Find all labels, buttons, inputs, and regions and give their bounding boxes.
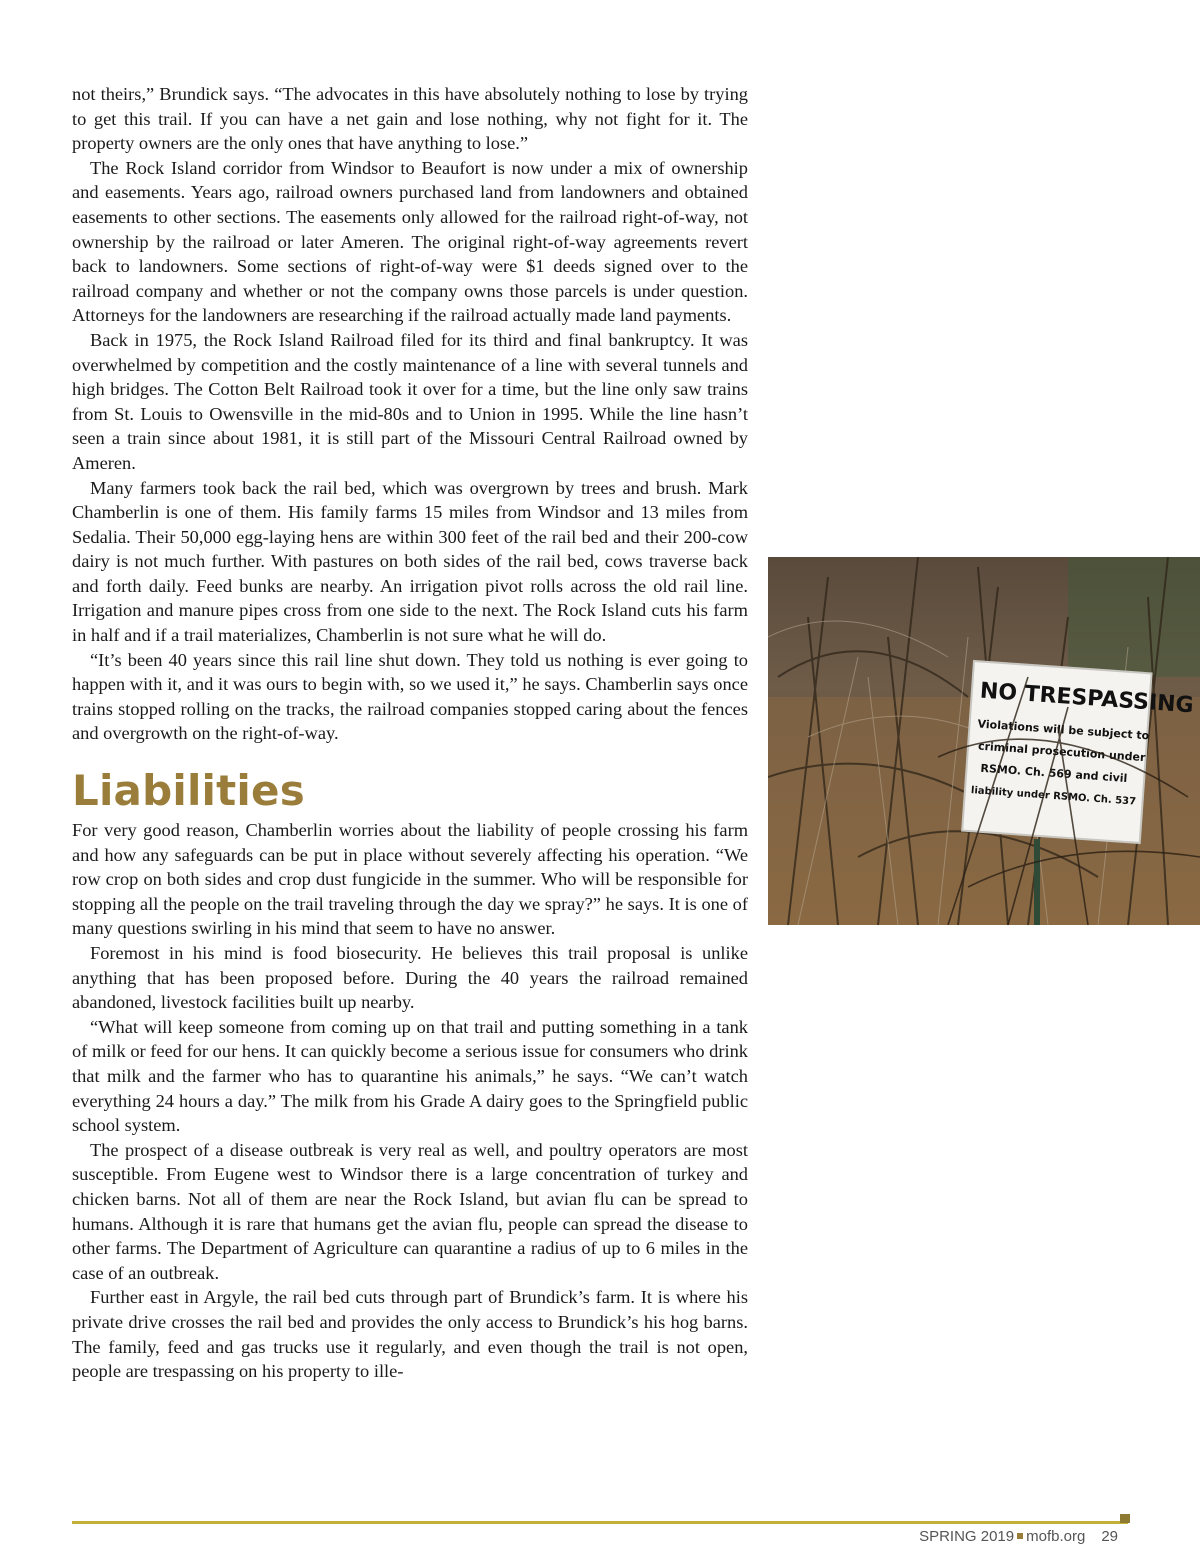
page-number: 29	[1101, 1528, 1118, 1545]
article-column	[72, 82, 748, 1384]
paragraph-6: For very good reason, Chamberlin worries about the liability of people crossing his farm and how any safeguards can be put in place without severely affecting his operation. “We row crop on both sides and crop dust fungicide in the summer. Who will be responsible for stopping all the people on the trail traveling through the day we spray?” he says. It is one of many questions swirling in his mind that seem to have no answer.	[72, 820, 748, 939]
sign-line-2: criminal prosecution under	[977, 739, 1146, 765]
footer-site: mofb.org	[1026, 1528, 1086, 1545]
sign-title: NO TRESPASSING	[979, 678, 1195, 719]
paragraph-10: Further east in Argyle, the rail bed cuts through part of Brundick’s farm. It is where his private drive crosses the rail bed and provides the only access to Brundick’s his hog barns. The family, feed and gas trucks use it regularly, and even though the trail is not open, people are trespassing on his property to ille-	[72, 1287, 748, 1382]
sign-line-3: RSMO. Ch. 569 and civil	[980, 761, 1128, 785]
paragraph-9: The prospect of a disease outbreak is very real as well, and poultry operators are most susceptible. From Eugene west to Windsor there is a large concentration of turkey and chicken barns. Not all of them are near the Rock Island, but avian flu can be spread to humans. Although it is rare that humans get the avian flu, people can spread the disease to other farms. The Department of Agriculture can quarantine a radius of up to 6 miles in the case of an outbreak.	[72, 1139, 748, 1283]
footer-rule	[72, 1521, 1128, 1524]
footer-issue: SPRING 2019	[919, 1528, 1015, 1545]
paragraph-8: “What will keep someone from coming up on that trail and putting something in a tank of milk or feed for our hens. It can quickly become a serious issue for consumers who drink that milk and the farmer who has to quarantine his animals,” he says. “We can’t watch everything 24 hours a day.” The milk from his Grade A dairy goes to the Springfield public school system.	[72, 1016, 748, 1136]
paragraph-5: “It’s been 40 years since this rail line shut down. They told us nothing is ever going to happen with it, and it was ours to begin with, so we used it,” he says. Chamberlin says once trains stopped rolling on the tracks, the railroad companies stopped caring about the fences and overgrowth on the right-of-way.	[72, 649, 748, 744]
square-bullet-icon	[1017, 1533, 1023, 1539]
page-footer	[919, 1528, 1118, 1545]
paragraph-7: Foremost in his mind is food biosecurity. He believes this trail proposal is unlike anything that has been proposed before. During the 40 years the railroad remained abandoned, livestock facilities built up nearby.	[72, 943, 748, 1013]
sign-line-1: Violations will be subject to	[977, 717, 1150, 743]
paragraph-4: Many farmers took back the rail bed, which was overgrown by trees and brush. Mark Chamberlin is one of them. His family farms 15 miles from Windsor and 13 miles from Sedalia. Their 50,000 egg-laying hens are within 300 feet of the rail bed and their 200-cow dairy is not much further. With pastures on both sides of the rail bed, cows traverse back and forth daily. Feed bunks are nearby. An irrigation pivot rolls across the old rail line. Irrigation and manure pipes cross from one side to the next. The Rock Island cuts his farm in half and if a trail materializes, Chamberlin is not sure what he will do.	[72, 477, 748, 646]
paragraph-1: not theirs,” Brundick says. “The advocates in this have absolutely nothing to lose by trying to get this trail. If you can have a net gain and lose nothing, why not fight for it. The property owners are the only ones that have anything to lose.”	[72, 84, 748, 154]
no-trespassing-photo	[768, 557, 1200, 925]
sign-line-4: liability under RSMO. Ch. 537	[970, 785, 1137, 808]
footer-tab	[1120, 1514, 1130, 1523]
section-heading: Liabilities	[72, 766, 305, 816]
paragraph-2: The Rock Island corridor from Windsor to Beaufort is now under a mix of ownership and easements. Years ago, railroad owners purchased land from landowners and obtained easements to other sections. The easements only allowed for the railroad right-of-way, not ownership by the railroad or later Ameren. The original right-of-way agreements revert back to landowners. Some sections of right-of-way were $1 deeds signed over to the railroad company and whether or not the company owns those parcels is under question. Attorneys for the landowners are researching if the railroad actually made land payments.	[72, 157, 748, 326]
paragraph-3: Back in 1975, the Rock Island Railroad filed for its third and final bankruptcy. It was overwhelmed by competition and the costly maintenance of a line with several tunnels and high bridges. The Cotton Belt Railroad took it over for a time, but the line only saw trains from St. Louis to Owensville in the mid-80s and to Union in 1995. While the line hasn’t seen a train since about 1981, it is still part of the Missouri Central Railroad owned by Ameren.	[72, 329, 748, 473]
